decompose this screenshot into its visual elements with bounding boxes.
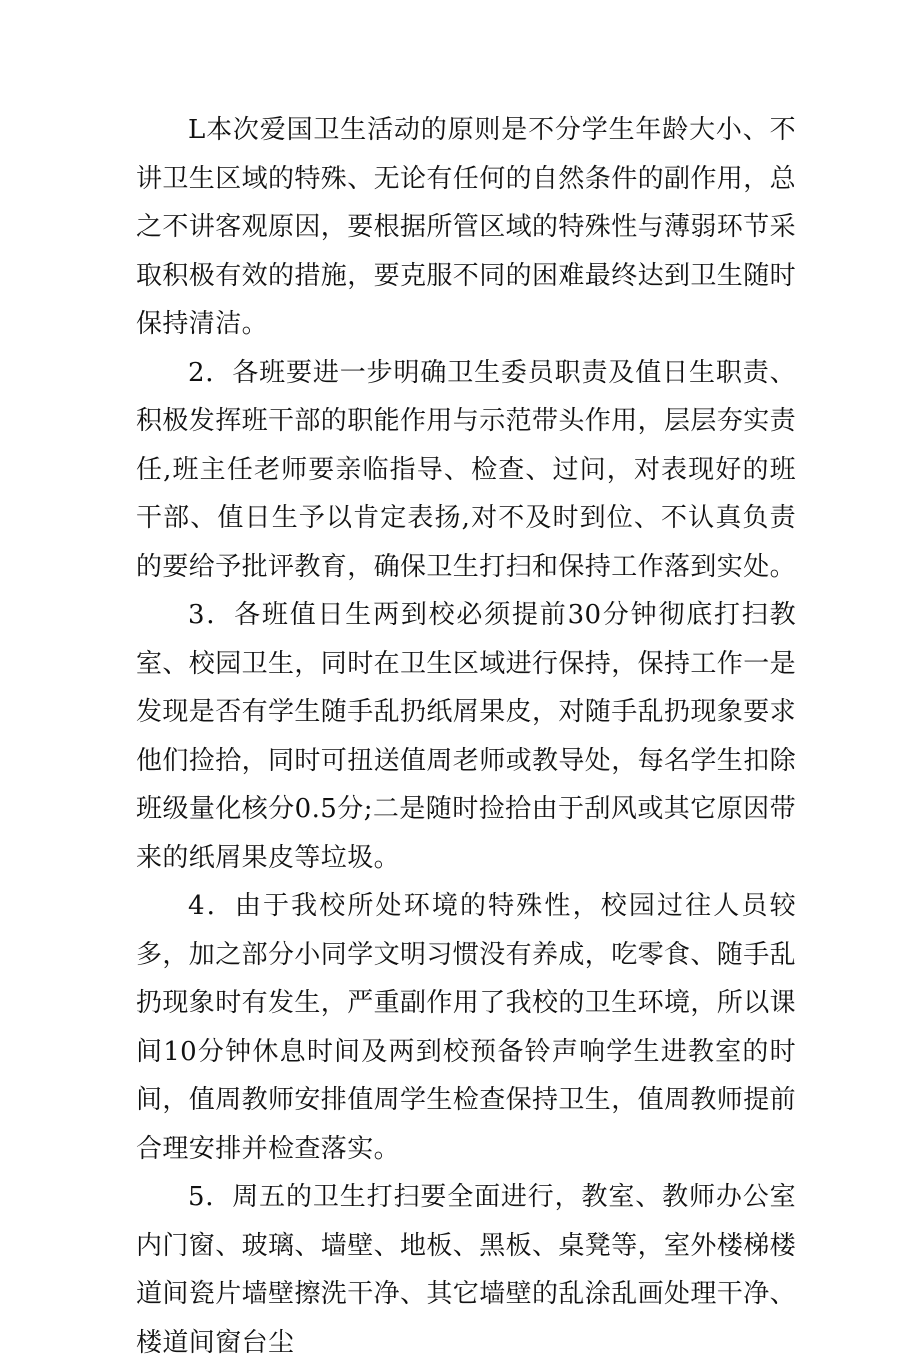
paragraph-3: 3．各班值日生两到校必须提前30分钟彻底打扫教室、校园卫生，同时在卫生区域进行保持，保持工作一是发现是否有学生随手乱扔纸屑果皮，对随手乱扔现象要求他们捡拾，同时可扭送值周老师或教导处，每名学生扣除班级量化核分0.5分;二是随时捡拾由于刮风或其它原因带来的纸屑果皮等垃圾。 (136, 600, 797, 873)
paragraph-2: 2．各班要进一步明确卫生委员职责及值日生职责、积极发挥班干部的职能作用与示范带头作用，层层夯实责任,班主任老师要亲临指导、检查、过问，对表现好的班干部、值日生予以肯定表扬,对不及时到位、不认真负责的要给予批评教育，确保卫生打扫和保持工作落到实处。 (136, 357, 797, 582)
paragraph-5: 5．周五的卫生打扫要全面进行，教室、教师办公室内门窗、玻璃、墙壁、地板、黑板、桌凳等，室外楼梯楼道间瓷片墙壁擦洗干净、其它墙壁的乱涂乱画处理干净、楼道间窗台尘 (136, 1182, 797, 1358)
paragraph-1: L本次爱国卫生活动的原则是不分学生年龄大小、不讲卫生区域的特殊、无论有任何的自然条件的副作用，总之不讲客观原因，要根据所管区域的特殊性与薄弱环节采取积极有效的措施，要克服不同的困难最终达到卫生随时保持清洁。 (136, 115, 797, 339)
document-body (136, 106, 796, 1367)
paragraph-4: 4．由于我校所处环境的特殊性，校园过往人员较多，加之部分小同学文明习惯没有养成，吃零食、随手乱扔现象时有发生，严重副作用了我校的卫生环境，所以课间10分钟休息时间及两到校预备铃声响学生进教室的时间，值周教师安排值周学生检查保持卫生，值周教师提前合理安排并检查落实。 (136, 891, 797, 1164)
